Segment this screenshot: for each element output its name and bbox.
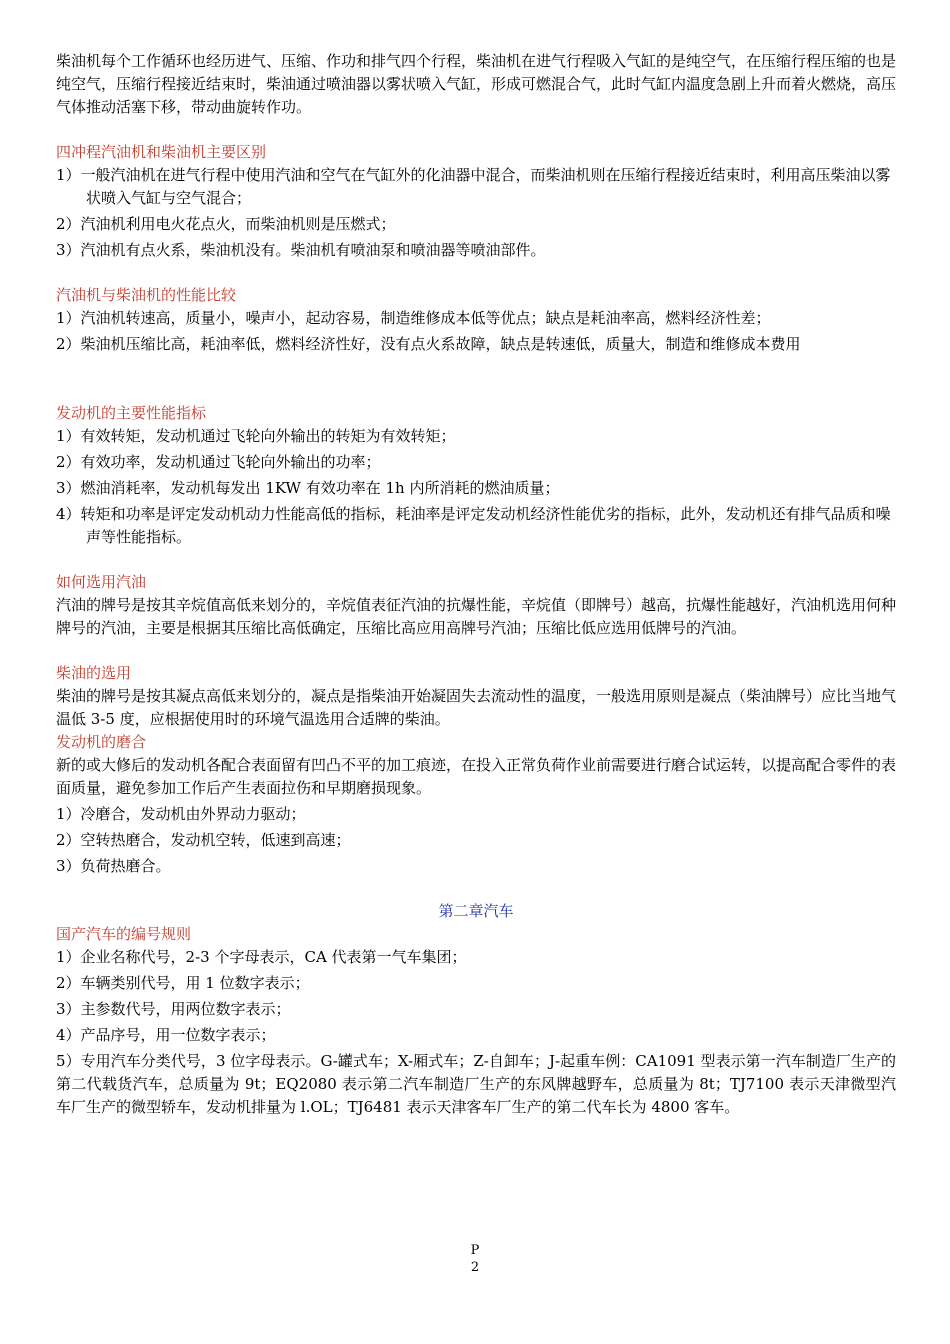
list-item: 2）空转热磨合，发动机空转，低速到高速； (56, 831, 351, 849)
section-heading: 如何选用汽油 (56, 573, 147, 591)
section-paragraph: 柴油的牌号是按其凝点高低来划分的，凝点是指柴油开始凝固失去流动性的温度，一般选用原则是凝点（柴油牌号）应比当地气温低 3-5 度，应根据使用时的环境气温选用合适牌的柴油。 (56, 687, 897, 728)
list-item: 1）企业名称代号，2-3 个字母表示，CA 代表第一气车集团； (56, 948, 467, 966)
list-item: 4）产品序号，用一位数字表示； (56, 1026, 276, 1044)
intro-paragraph: 柴油机每个工作循环也经历进气、压缩、作功和排气四个行程，柴油机在进气行程吸入气缸的是纯空气，在压缩行程压缩的也是纯空气，压缩行程接近结束时，柴油通过喷油器以雾状喷入气缸，形成可燃混合气，此时气缸内温度急剧上升而着火燃烧，高压气体推动活塞下移，带动曲旋转作功。 (56, 52, 897, 116)
section-heading: 柴油的选用 (56, 664, 132, 682)
list-item: 2）有效功率，发动机通过飞轮向外输出的功率； (56, 453, 381, 471)
list-item: 4）转矩和功率是评定发动机动力性能高低的指标，耗油率是评定发动机经济性能优劣的指标，此外，发动机还有排气品质和噪声等性能指标。 (56, 505, 891, 546)
list-item: 2）汽油机利用电火花点火，而柴油机则是压燃式； (56, 215, 396, 233)
chapter-title: 第二章汽车 (438, 902, 514, 920)
list-item: 3）燃油消耗率，发动机每发出 1KW 有效功率在 1h 内所消耗的燃油质量； (56, 479, 560, 497)
list-item: 3）汽油机有点火系，柴油机没有。柴油机有喷油泵和喷油器等喷油部件。 (56, 241, 546, 259)
section-heading: 国产汽车的编号规则 (56, 925, 192, 943)
list-item: 3）负荷热磨合。 (56, 857, 171, 875)
list-item: 1）一般汽油机在进气行程中使用汽油和空气在气缸外的化油器中混合，而柴油机则在压缩行程接近结束时，利用高压柴油以雾状喷入气缸与空气混合； (56, 166, 891, 207)
document-body (56, 50, 896, 1119)
section-heading: 四冲程汽油机和柴油机主要区别 (56, 143, 267, 161)
page-label: P (470, 1243, 480, 1258)
list-item: 1）有效转矩，发动机通过飞轮向外输出的转矩为有效转矩； (56, 427, 456, 445)
page-footer (0, 1242, 950, 1276)
list-item: 1）汽油机转速高，质量小，噪声小，起动容易，制造维修成本低等优点；缺点是耗油率高，燃料经济性差； (56, 309, 771, 327)
list-item: 2）柴油机压缩比高，耗油率低，燃料经济性好，没有点火系故障，缺点是转速低，质量大，制造和维修成本费用 (56, 335, 801, 353)
page-number: 2 (470, 1260, 480, 1275)
section-heading: 发动机的主要性能指标 (56, 404, 207, 422)
section-paragraph: 新的或大修后的发动机各配合表面留有凹凸不平的加工痕迹，在投入正常负荷作业前需要进行磨合试运转，以提高配合零件的表面质量，避免参加工作后产生表面拉伤和早期磨损现象。 (56, 756, 897, 797)
section-heading: 发动机的磨合 (56, 733, 147, 751)
list-item: 3）主参数代号，用两位数字表示； (56, 1000, 291, 1018)
list-item: 2）车辆类别代号，用 1 位数字表示； (56, 974, 310, 992)
list-item: 5）专用汽车分类代号，3 位字母表示。G-罐式车；X-厢式车；Z-自卸车；J-起重车例：CA1091 型表示第一汽车制造厂生产的第二代载货汽车，总质量为 9t；EQ2080 表示第二汽车制造厂生产的东风牌越野车，总质量为 8t；TJ7100 表示天津微型汽车厂生产的微型轿车，发动机排量为 l.OL；TJ6481 表示天津客车厂生产的第二代车长为 4800 客车。 (56, 1052, 896, 1116)
section-heading: 汽油机与柴油机的性能比较 (56, 286, 237, 304)
section-paragraph: 汽油的牌号是按其辛烷值高低来划分的，辛烷值表征汽油的抗爆性能，辛烷值（即牌号）越高，抗爆性能越好，汽油机选用何种牌号的汽油，主要是根据其压缩比高低确定，压缩比高应用高牌号汽油；压缩比低应选用低牌号的汽油。 (56, 596, 897, 637)
list-item: 1）冷磨合，发动机由外界动力驱动； (56, 805, 306, 823)
